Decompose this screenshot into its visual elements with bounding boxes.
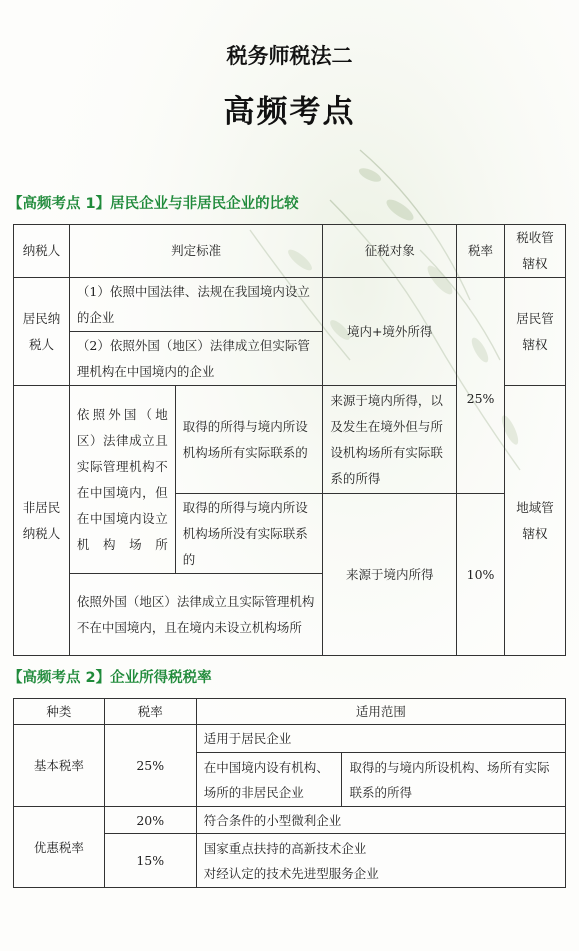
basic-rate-value: 25% (104, 725, 196, 807)
header-object: 征税对象 (323, 225, 457, 278)
section2-heading: 【高频考点 2】企业所得税税率 (8, 670, 212, 686)
basic-scope-1: 适用于居民企业 (196, 725, 565, 753)
preferential-scope-1: 符合条件的小型微利企业 (196, 807, 565, 834)
header-rate: 税率 (457, 225, 505, 278)
basic-scope-2b: 取得的与境内所设机构、场所有实际联系的所得 (342, 753, 566, 807)
nonresident-label: 非居民纳税人 (14, 386, 70, 656)
table-row (14, 807, 566, 834)
document-subtitle: 税务师税法二 (226, 44, 353, 68)
nonresident-group-criteria: 依照外国（地区）法律成立且实际管理机构不在中国境内，但在中国境内设立机构场所 (69, 386, 175, 574)
basic-rate-label: 基本税率 (14, 725, 105, 807)
resident-criteria-2: （2）依照外国（地区）法律成立但实际管理机构在中国境内的企业 (69, 332, 322, 386)
nonresident-sub1-object: 来源于境内所得，以及发生在境外但与所设机构场所有实际联系的所得 (323, 386, 457, 494)
table-row (14, 725, 566, 753)
header-criteria: 判定标准 (69, 225, 322, 278)
resident-criteria-1: （1）依照中国法律、法规在我国境内设立的企业 (69, 278, 322, 332)
tax-rate-table (13, 698, 566, 888)
document-title: 高频考点 (223, 94, 356, 130)
nonresident-jurisdiction: 地域管辖权 (505, 386, 566, 656)
preferential-scope-2a: 国家重点扶持的高新技术企业 (203, 840, 367, 856)
rate-low: 10% (457, 494, 505, 656)
header-type: 种类 (14, 699, 105, 725)
table-row (14, 278, 566, 332)
table-header-row (14, 699, 566, 725)
preferential-rate-label: 优惠税率 (14, 807, 105, 888)
nonresident-sub1-criteria: 取得的所得与境内所设机构场所有实际联系的 (175, 386, 323, 494)
rate-high-cell (457, 278, 505, 494)
rate-high: 25% (466, 391, 495, 406)
preferential-scope-2 (196, 834, 565, 888)
table-header-row (14, 225, 566, 278)
basic-scope-2a: 在中国境内设有机构、场所的非居民企业 (196, 753, 342, 807)
nonresident-sub3-criteria: 依照外国（地区）法律成立且实际管理机构不在中国境内，且在境内未设立机构场所 (69, 574, 322, 656)
preferential-scope-2b: 对经认定的技术先进型服务企业 (203, 865, 379, 881)
resident-comparison-table (13, 224, 566, 656)
header-taxpayer: 纳税人 (14, 225, 70, 278)
header-jurisdiction: 税收管辖权 (505, 225, 566, 278)
preferential-rate-1: 20% (104, 807, 196, 834)
resident-label: 居民纳税人 (14, 278, 70, 386)
header-scope: 适用范围 (196, 699, 565, 725)
header-rate: 税率 (104, 699, 196, 725)
nonresident-sub23-object: 来源于境内所得 (323, 494, 457, 656)
preferential-rate-2: 15% (104, 834, 196, 888)
resident-object: 境内+境外所得 (323, 278, 457, 386)
section1-heading: 【高频考点 1】居民企业与非居民企业的比较 (8, 196, 299, 212)
nonresident-sub2-criteria: 取得的所得与境内所设机构场所没有实际联系的 (175, 494, 323, 574)
resident-jurisdiction: 居民管辖权 (505, 278, 566, 386)
